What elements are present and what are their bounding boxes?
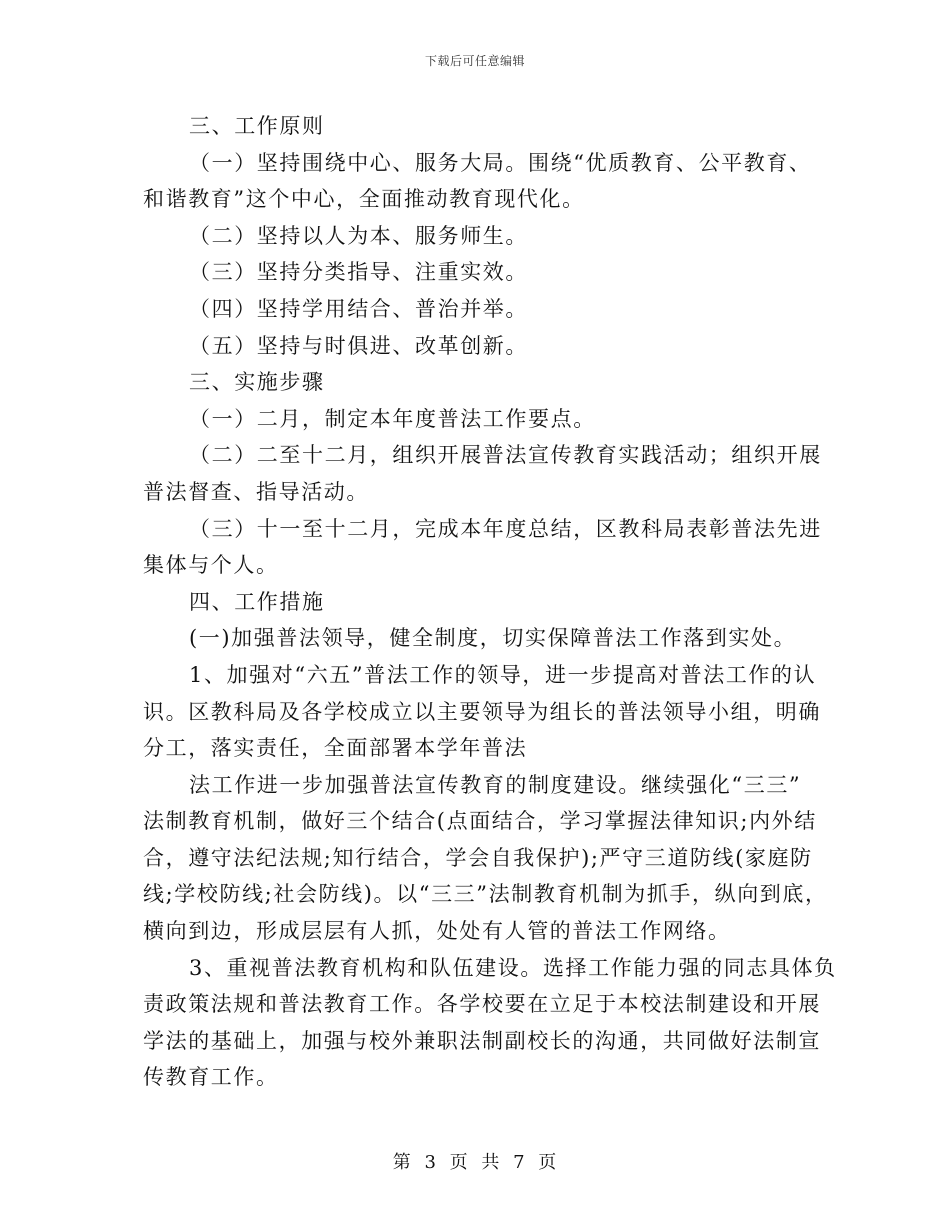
- paragraph-line: 法工作进一步加强普法宣传教育的制度建设。继续强化“三三”: [189, 772, 802, 797]
- paragraph-line: 普法督查、指导活动。: [143, 479, 369, 504]
- paragraph-line: 法制教育机制，做好三个结合(点面结合，学习掌握法律知识;内外结: [143, 809, 817, 834]
- footer-label-ye: 页: [449, 1152, 469, 1173]
- paragraph-line: 3、重视普法教育机构和队伍建设。选择工作能力强的同志具体负: [189, 955, 837, 980]
- section-heading: 三、实施步骤: [189, 370, 325, 395]
- total-page-number: 7: [513, 1152, 526, 1173]
- paragraph-line: 学法的基础上，加强与校外兼职法制副校长的沟通，共同做好法制宣: [143, 1028, 821, 1053]
- paragraph-line: 识。区教科局及各学校成立以主要领导为组长的普法领导小组，明确: [143, 699, 821, 724]
- section-heading: 四、工作措施: [189, 589, 325, 614]
- paragraph-line: (一)加强普法领导，健全制度，切实保障普法工作落到实处。: [189, 626, 797, 651]
- paragraph-line: （二）坚持以人为本、服务师生。: [189, 223, 528, 248]
- document-body: [143, 108, 837, 1096]
- paragraph-line: 线;学校防线;社会防线)。以“三三”法制教育机制为抓手，纵向到底，: [143, 882, 828, 907]
- page-header: 下载后可任意编辑: [424, 54, 525, 68]
- paragraph-line: 横向到边，形成层层有人抓，处处有人管的普法工作网络。: [143, 919, 731, 944]
- paragraph-line: 和谐教育”这个中心，全面推动教育现代化。: [143, 187, 585, 212]
- section-heading: 三、工作原则: [189, 114, 325, 138]
- paragraph-line: 分工，落实责任，全面部署本学年普法: [143, 736, 528, 761]
- footer-label-ye2: 页: [538, 1152, 558, 1173]
- footer-label-di: 第: [392, 1152, 412, 1173]
- paragraph-line: （五）坚持与时俱进、改革创新。: [189, 333, 528, 358]
- page-number-footer: [0, 1148, 950, 1174]
- footer-label-gong: 共: [481, 1152, 501, 1173]
- paragraph-line: （三）十一至十二月，完成本年度总结，区教科局表彰普法先进: [189, 516, 822, 541]
- paragraph-line: （四）坚持学用结合、普治并举。: [189, 296, 528, 321]
- current-page-number: 3: [424, 1152, 437, 1173]
- paragraph-line: 合，遵守法纪法规;知行结合，学会自我保护);严守三道防线(家庭防: [143, 845, 813, 870]
- paragraph-line: 集体与个人。: [143, 553, 279, 578]
- paragraph-line: （一）坚持围绕中心、服务大局。围绕“优质教育、公平教育、: [189, 150, 812, 175]
- paragraph-line: 传教育工作。: [143, 1065, 279, 1090]
- paragraph-line: 责政策法规和普法教育工作。各学校要在立足于本校法制建设和开展: [143, 992, 821, 1017]
- paragraph-line: 1、加强对“六五”普法工作的领导，进一步提高对普法工作的认: [189, 662, 817, 687]
- paragraph-line: （一）二月，制定本年度普法工作要点。: [189, 406, 596, 431]
- paragraph-line: （二）二至十二月，组织开展普法宣传教育实践活动；组织开展: [189, 443, 822, 468]
- paragraph-line: （三）坚持分类指导、注重实效。: [189, 260, 528, 285]
